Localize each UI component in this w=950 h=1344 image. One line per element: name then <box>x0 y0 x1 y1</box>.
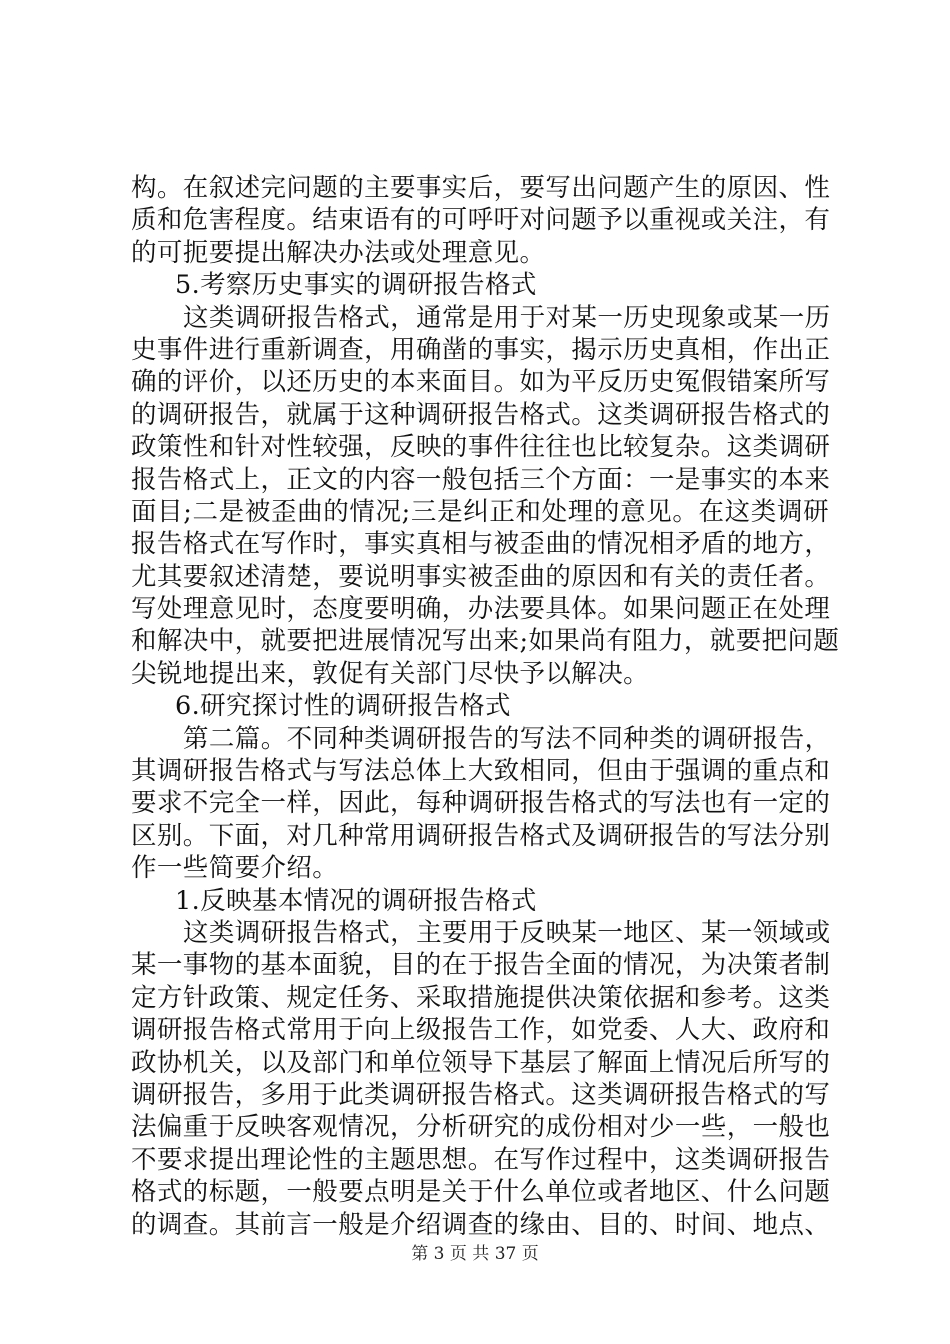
body-line: 格式的标题，一般要点明是关于什么单位或者地区、什么问题 <box>131 1177 831 1208</box>
body-line: 法偏重于反映客观情况，分析研究的成份相对少一些，一般也 <box>131 1112 831 1143</box>
body-line: 尖锐地提出来，敦促有关部门尽快予以解决。 <box>131 658 650 689</box>
document-body <box>131 172 840 1241</box>
section-heading: 1.反映基本情况的调研报告格式 <box>175 885 537 916</box>
body-line: 面目;二是被歪曲的情况;三是纠正和处理的意见。在这类调研 <box>131 496 829 527</box>
body-line: 第二篇。不同种类调研报告的写法不同种类的调研报告， <box>183 723 831 754</box>
body-line: 政策性和针对性较强，反映的事件往往也比较复杂。这类调研 <box>131 432 831 463</box>
body-line: 的调研报告，就属于这种调研报告格式。这类调研报告格式的 <box>131 399 831 430</box>
page-number-footer: 第 3 页 共 37 页 <box>411 1244 539 1264</box>
body-line: 写处理意见时，态度要明确，办法要具体。如果问题正在处理 <box>131 594 831 625</box>
body-line: 调研报告格式常用于向上级报告工作，如党委、人大、政府和 <box>131 1015 831 1046</box>
body-line: 的调查。其前言一般是介绍调查的缘由、目的、时间、地点、 <box>131 1209 831 1240</box>
body-line: 某一事物的基本面貌，目的在于报告全面的情况，为决策者制 <box>131 950 831 981</box>
section-heading: 5.考察历史事实的调研报告格式 <box>175 270 537 301</box>
body-line: 的可扼要提出解决办法或处理意见。 <box>131 237 546 268</box>
body-line: 报告格式上，正文的内容一般包括三个方面：一是事实的本来 <box>131 464 831 495</box>
body-line: 尤其要叙述清楚，要说明事实被歪曲的原因和有关的责任者。 <box>131 561 831 592</box>
body-line: 和解决中，就要把进展情况写出来;如果尚有阻力，就要把问题 <box>131 626 840 657</box>
body-line: 政协机关，以及部门和单位领导下基层了解面上情况后所写的 <box>131 1047 831 1078</box>
body-line: 这类调研报告格式，主要用于反映某一地区、某一领域或 <box>183 917 831 948</box>
body-line: 质和危害程度。结束语有的可呼吁对问题予以重视或关注，有 <box>131 205 831 236</box>
body-line: 不要求提出理论性的主题思想。在写作过程中，这类调研报告 <box>131 1144 831 1175</box>
body-line: 作一些简要介绍。 <box>131 853 339 884</box>
body-line: 定方针政策、规定任务、采取措施提供决策依据和参考。这类 <box>131 982 831 1013</box>
body-line: 史事件进行重新调查，用确凿的事实，揭示历史真相，作出正 <box>131 334 831 365</box>
body-line: 区别。下面，对几种常用调研报告格式及调研报告的写法分别 <box>131 820 831 851</box>
body-line: 调研报告，多用于此类调研报告格式。这类调研报告格式的写 <box>131 1079 831 1110</box>
body-line: 确的评价，以还历史的本来面目。如为平反历史冤假错案所写 <box>131 367 831 398</box>
body-line: 构。在叙述完问题的主要事实后，要写出问题产生的原因、性 <box>131 173 831 203</box>
body-line: 要求不完全一样，因此，每种调研报告格式的写法也有一定的 <box>131 788 831 819</box>
body-line: 其调研报告格式与写法总体上大致相同，但由于强调的重点和 <box>131 756 831 787</box>
section-heading: 6.研究探讨性的调研报告格式 <box>175 691 511 722</box>
body-line: 报告格式在写作时，事实真相与被歪曲的情况相矛盾的地方， <box>131 529 831 560</box>
body-line: 这类调研报告格式，通常是用于对某一历史现象或某一历 <box>183 302 831 333</box>
